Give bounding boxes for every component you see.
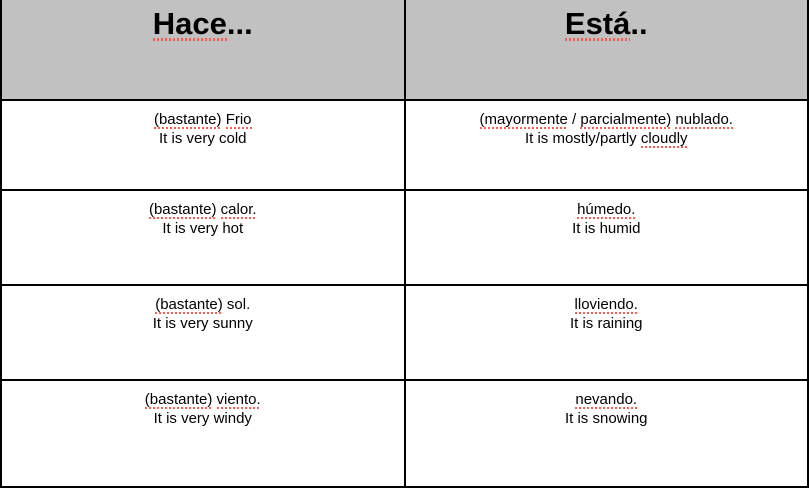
spanish-phrase — [2, 286, 404, 314]
english-translation — [406, 129, 808, 148]
cell-hace-calor — [1, 190, 405, 285]
misspelled-word: lloviendo. — [574, 296, 638, 313]
misspelled-word: (bastante) — [144, 391, 213, 408]
table-row — [1, 285, 808, 380]
text-segment: It is very hot — [162, 220, 244, 237]
table-row — [1, 380, 808, 487]
text-segment: It is very sunny — [152, 315, 253, 332]
misspelled-word: (bastante) — [153, 111, 222, 128]
cell-esta-humedo — [405, 190, 809, 285]
spanish-phrase — [406, 101, 808, 129]
misspelled-word: Hace — [152, 6, 227, 41]
misspelled-word: nublado. — [675, 111, 733, 128]
table-row — [1, 190, 808, 285]
misspelled-word: húmedo. — [577, 201, 636, 218]
cell-hace-viento — [1, 380, 405, 487]
english-translation — [406, 219, 808, 238]
cell-hace-sol — [1, 285, 405, 380]
text-segment: sol. — [222, 296, 251, 313]
misspelled-word: (mayormente — [479, 111, 568, 128]
text-segment: .. — [630, 6, 648, 41]
text-segment — [212, 391, 216, 408]
spanish-phrase — [406, 191, 808, 219]
english-translation — [406, 314, 808, 333]
header-esta — [405, 0, 809, 100]
spanish-phrase — [2, 381, 404, 409]
text-segment: It is very cold — [158, 130, 247, 147]
spanish-phrase — [406, 286, 808, 314]
header-row — [1, 0, 808, 100]
misspelled-word: (bastante) — [155, 296, 223, 313]
header-hace — [1, 0, 405, 100]
text-segment: / — [567, 111, 581, 128]
text-segment: It is very windy — [153, 410, 252, 427]
cell-esta-lloviendo — [405, 285, 809, 380]
misspelled-word: calor. — [220, 201, 257, 218]
english-translation — [2, 219, 404, 238]
misspelled-word: Frio — [225, 111, 252, 128]
text-segment: It is raining — [569, 315, 643, 332]
spanish-phrase — [406, 381, 808, 409]
text-segment: It is snowing — [564, 410, 648, 427]
english-translation — [2, 129, 404, 148]
misspelled-word: cloudly — [640, 130, 688, 147]
spanish-phrase — [2, 101, 404, 129]
text-segment: It is humid — [572, 220, 641, 237]
misspelled-word: Está — [564, 6, 631, 41]
english-translation — [406, 409, 808, 428]
english-translation — [2, 409, 404, 428]
cell-esta-nevando — [405, 380, 809, 487]
cell-hace-frio — [1, 100, 405, 190]
spanish-phrase — [2, 191, 404, 219]
misspelled-word: parcialmente) — [580, 111, 672, 128]
misspelled-word: (bastante) — [148, 201, 217, 218]
table-row — [1, 100, 808, 190]
text-segment: It is mostly/partly — [524, 130, 641, 147]
misspelled-word: nevando. — [575, 391, 638, 408]
english-translation — [2, 314, 404, 333]
misspelled-word: viento. — [216, 391, 261, 408]
cell-esta-nublado — [405, 100, 809, 190]
text-segment: ... — [226, 6, 253, 41]
